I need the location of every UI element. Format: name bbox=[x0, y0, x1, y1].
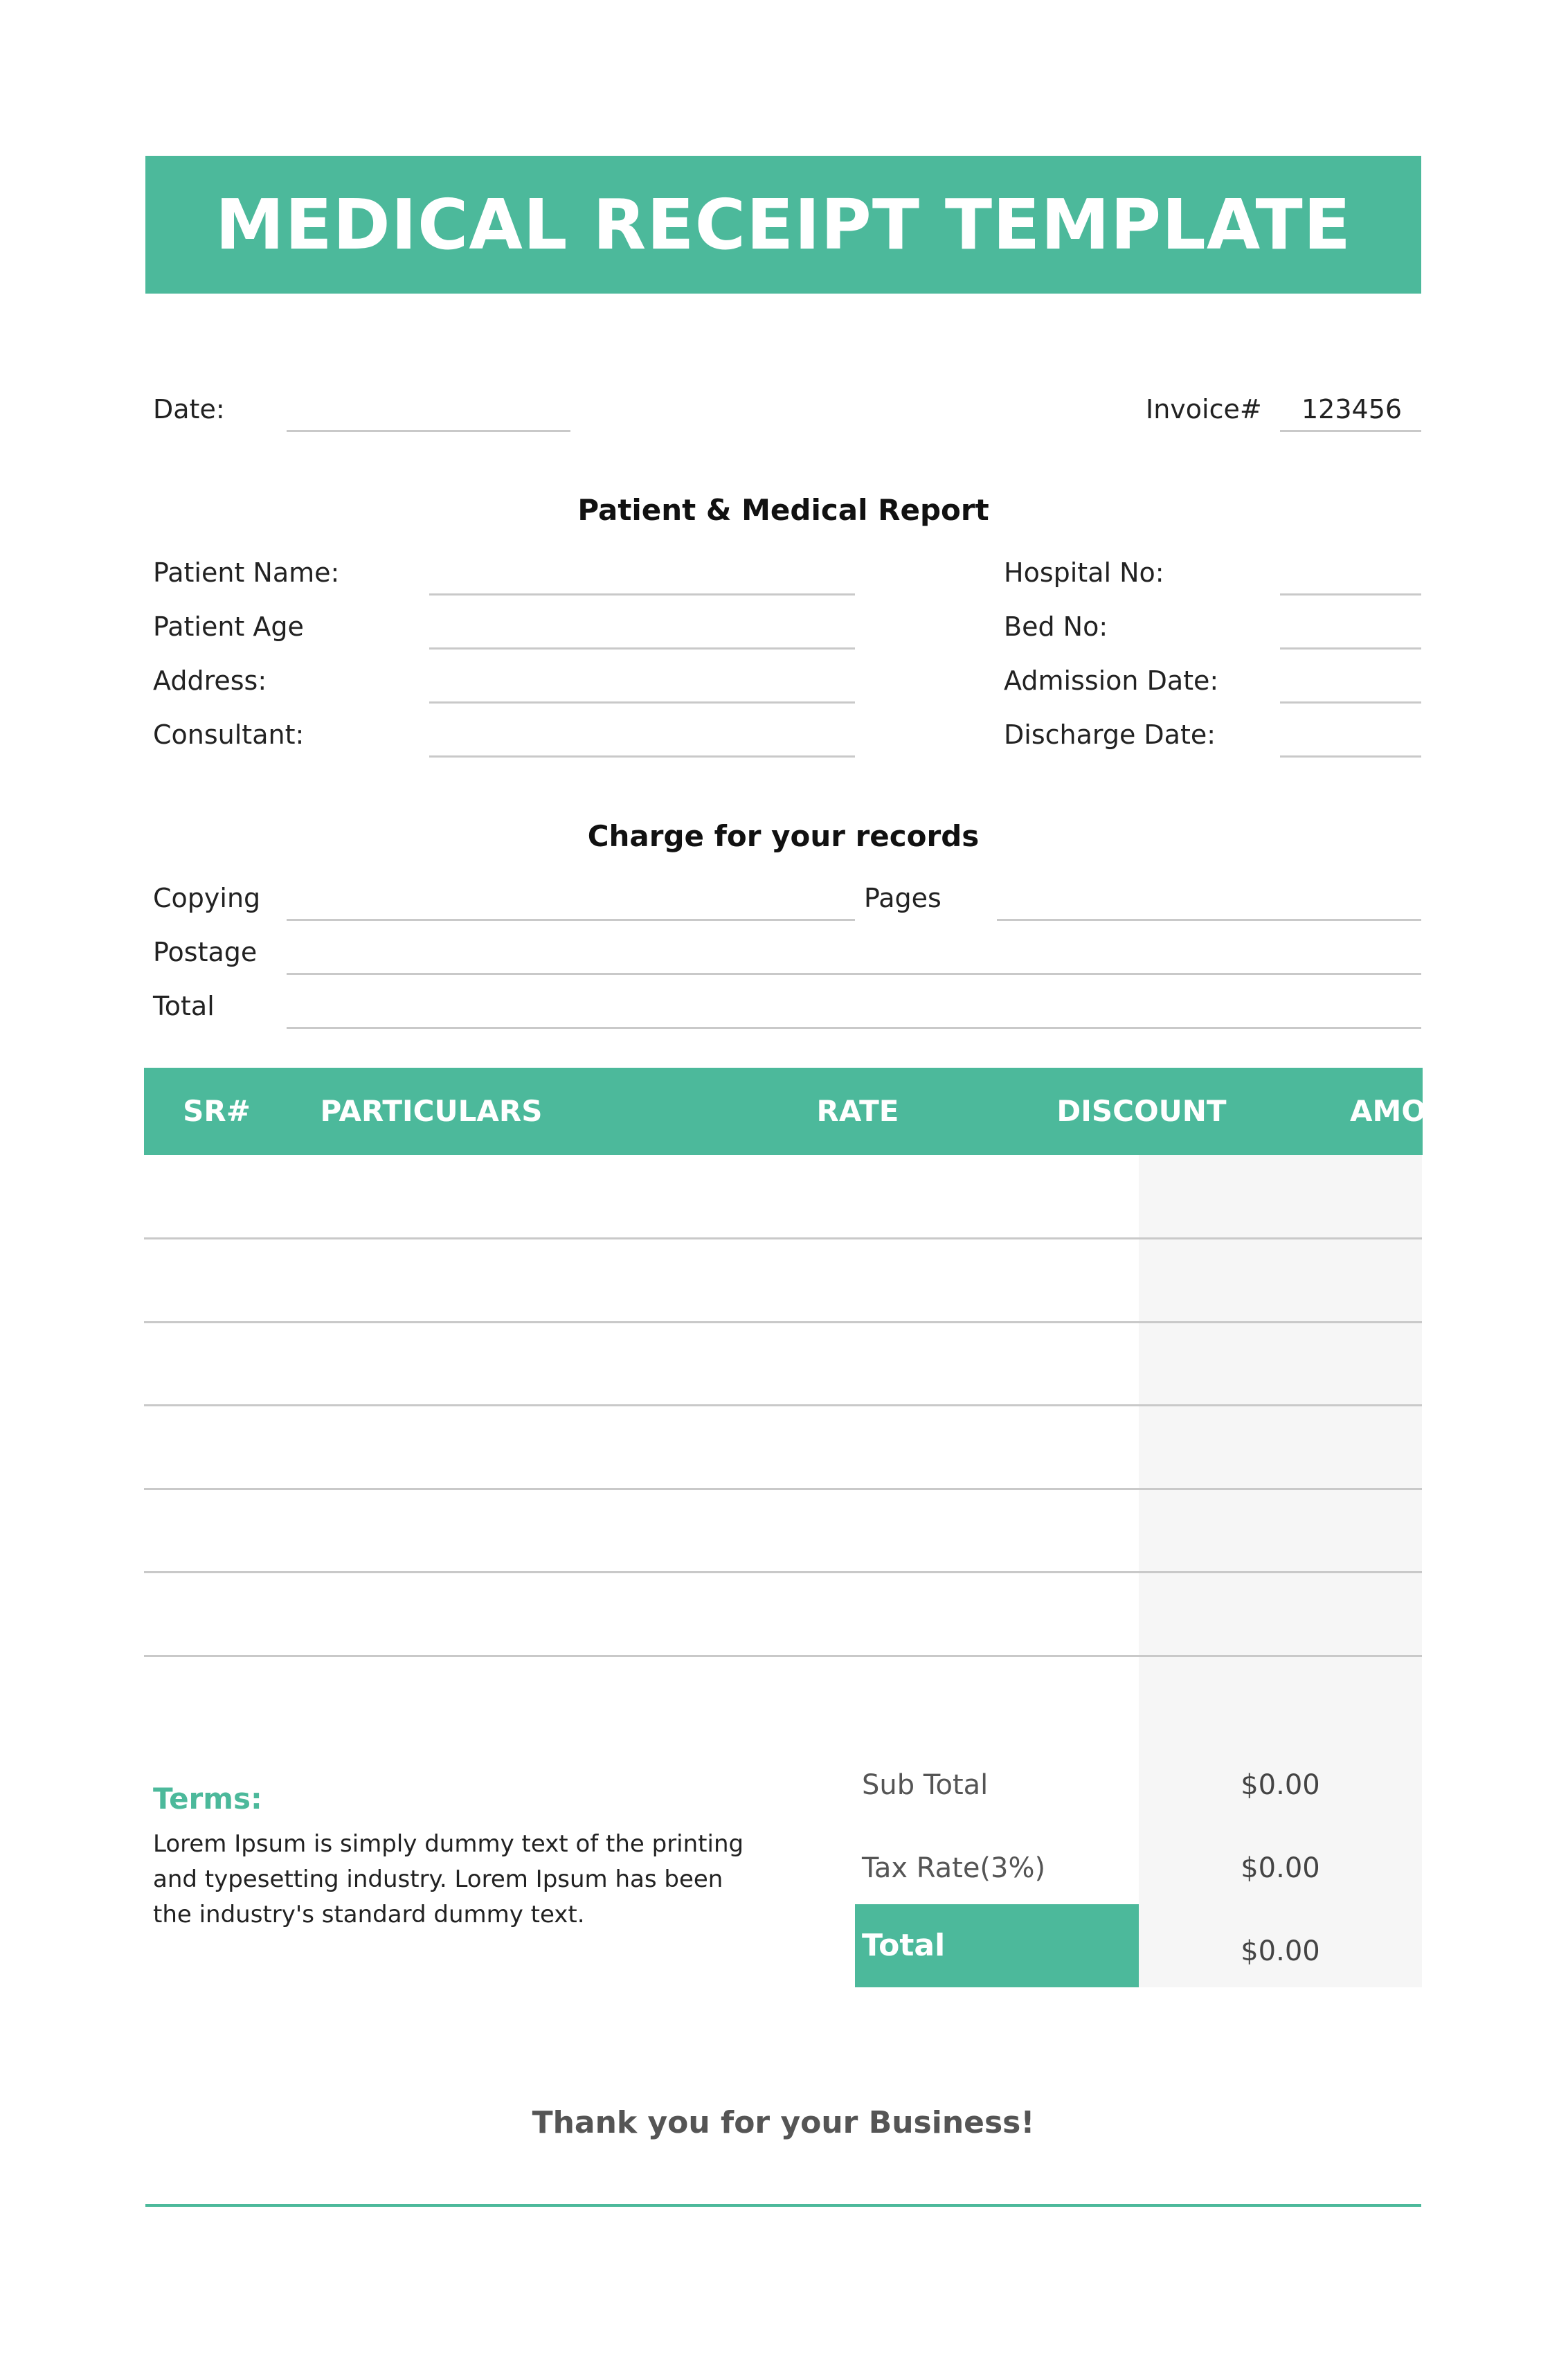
subtotal-label: Sub Total bbox=[862, 1769, 989, 1801]
bed-no-label: Bed No: bbox=[1004, 611, 1108, 642]
column-header-amount: AMOUNT bbox=[1350, 1094, 1494, 1128]
copying-label: Copying bbox=[153, 883, 261, 913]
postage-label: Postage bbox=[153, 937, 258, 967]
invoice-label: Invoice# bbox=[1146, 394, 1262, 424]
footer-divider bbox=[145, 2204, 1421, 2207]
admission-date-label: Admission Date: bbox=[1004, 665, 1219, 696]
patient-name-line bbox=[429, 593, 855, 596]
pages-field-line[interactable] bbox=[997, 919, 1421, 921]
date-label: Date: bbox=[153, 394, 225, 424]
terms-title: Terms: bbox=[153, 1782, 262, 1816]
table-row[interactable] bbox=[144, 1237, 1422, 1239]
table-row[interactable] bbox=[144, 1404, 1422, 1406]
tax-rate-label: Tax Rate(3%) bbox=[862, 1852, 1046, 1884]
table-row[interactable] bbox=[144, 1321, 1422, 1323]
charges-section-title: Charge for your records bbox=[587, 819, 980, 853]
discharge-date-line bbox=[1280, 755, 1421, 758]
document-title: MEDICAL RECEIPT TEMPLATE bbox=[215, 184, 1352, 265]
thank-you-message: Thank you for your Business! bbox=[532, 2105, 1035, 2140]
column-header-sr: SR# bbox=[183, 1094, 251, 1128]
title-banner bbox=[145, 156, 1421, 294]
items-table-header bbox=[144, 1068, 1494, 1155]
patient-age-line bbox=[429, 647, 855, 650]
charges-total-field-line[interactable] bbox=[287, 1027, 1421, 1029]
table-row[interactable] bbox=[144, 1571, 1422, 1573]
address-line bbox=[429, 701, 855, 704]
postage-field-line[interactable] bbox=[287, 973, 1421, 975]
pages-label: Pages bbox=[864, 883, 941, 913]
invoice-number-field[interactable]: 123456 bbox=[1301, 394, 1403, 424]
admission-date-line bbox=[1280, 701, 1421, 704]
address-label: Address: bbox=[153, 665, 267, 696]
column-header-particulars: PARTICULARS bbox=[320, 1094, 543, 1128]
total-label-box bbox=[855, 1904, 1139, 1987]
hospital-no-line bbox=[1280, 593, 1421, 596]
patient-name-label: Patient Name: bbox=[153, 557, 340, 588]
column-header-rate: RATE bbox=[816, 1094, 899, 1128]
bed-no-line bbox=[1280, 647, 1421, 650]
patient-section-title: Patient & Medical Report bbox=[577, 493, 989, 527]
consultant-line bbox=[429, 755, 855, 758]
patient-age-label: Patient Age bbox=[153, 611, 304, 642]
charges-total-label: Total bbox=[153, 991, 215, 1021]
copying-field-line[interactable] bbox=[287, 919, 855, 921]
discharge-date-label: Discharge Date: bbox=[1004, 719, 1216, 750]
total-value: $0.00 bbox=[1241, 1935, 1320, 1967]
column-header-discount: DISCOUNT bbox=[1056, 1094, 1227, 1128]
tax-value: $0.00 bbox=[1241, 1852, 1320, 1884]
date-field-line bbox=[287, 430, 570, 432]
invoice-field-line bbox=[1280, 430, 1421, 432]
terms-body: Lorem Ipsum is simply dummy text of the printing and typesetting industry. Lorem Ipsum has been the industry's standard dummy text. bbox=[153, 1830, 744, 1928]
hospital-no-label: Hospital No: bbox=[1004, 557, 1164, 588]
table-row[interactable] bbox=[144, 1655, 1422, 1657]
consultant-label: Consultant: bbox=[153, 719, 305, 750]
table-row[interactable] bbox=[144, 1488, 1422, 1490]
subtotal-value: $0.00 bbox=[1241, 1769, 1320, 1801]
total-label: Total bbox=[862, 1928, 946, 1963]
